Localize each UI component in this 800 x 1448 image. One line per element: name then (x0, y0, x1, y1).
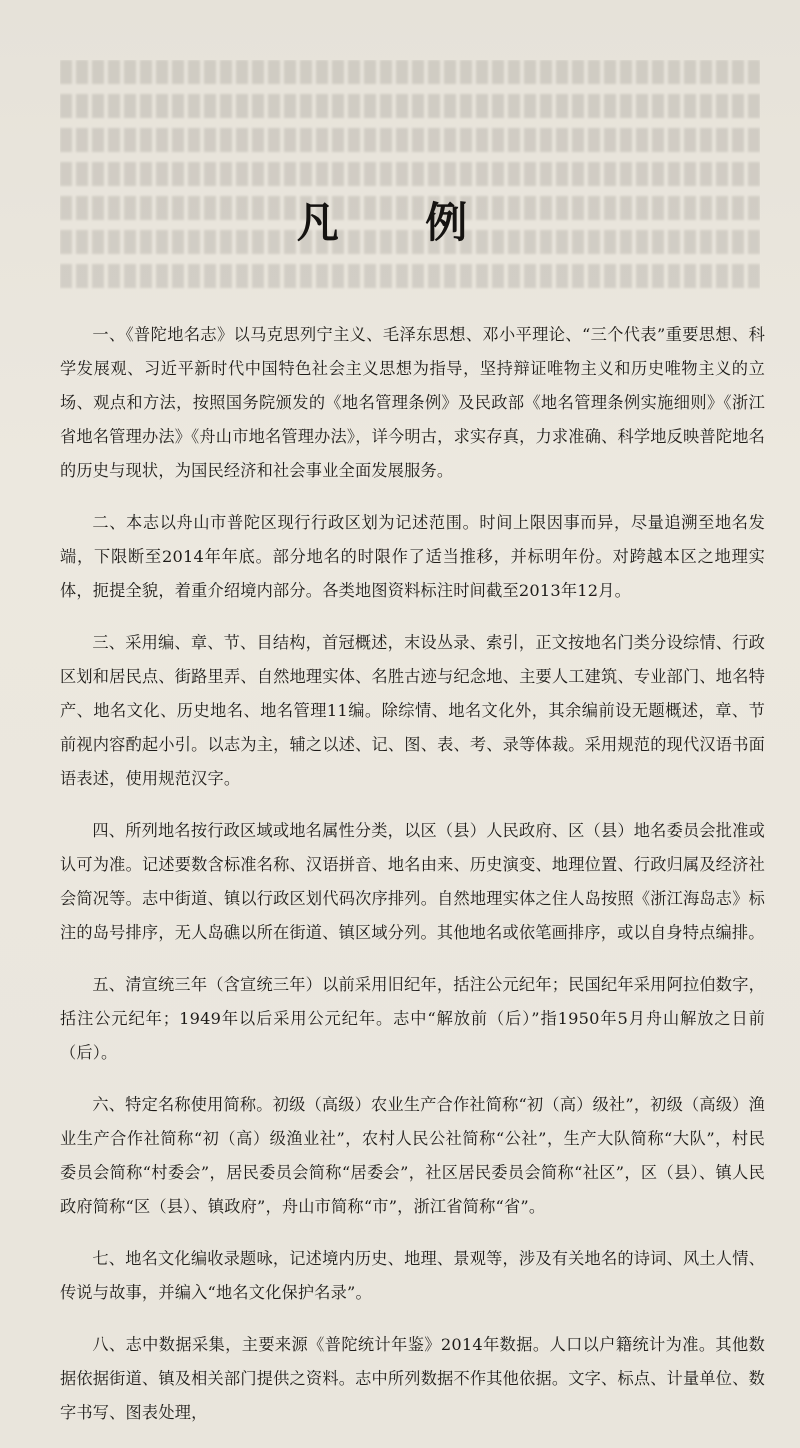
page-title: 凡 例 (296, 198, 504, 247)
body-text (60, 318, 765, 1448)
paragraph-5: 五、清宣统三年（含宣统三年）以前采用旧纪年，括注公元纪年；民国纪年采用阿拉伯数字，括注公元纪年；1949年以后采用公元纪年。志中“解放前（后）”指1950年5月舟山解放之日前（后）。 (60, 975, 765, 1062)
show-through-text (60, 60, 760, 300)
paragraph-6: 六、特定名称使用简称。初级（高级）农业生产合作社简称“初（高）级社”，初级（高级）渔业生产合作社简称“初（高）级渔业社”，农村人民公社简称“公社”，生产大队简称“大队”，村民委员会简称“村委会”，居民委员会简称“居委会”，社区居民委员会简称“社区”，区（县）、镇人民政府简称“区（县）、镇政府”，舟山市简称“市”，浙江省简称“省”。 (60, 1095, 765, 1216)
paragraph-4: 四、所列地名按行政区域或地名属性分类，以区（县）人民政府、区（县）地名委员会批准或认可为准。记述要数含标准名称、汉语拼音、地名由来、历史演变、地理位置、行政归属及经济社会简况等。志中街道、镇以行政区划代码次序排列。自然地理实体之住人岛按照《浙江海岛志》标注的岛号排序，无人岛礁以所在街道、镇区域分列。其他地名或依笔画排序，或以自身特点编排。 (60, 821, 765, 942)
paragraph-1: 一、《普陀地名志》以马克思列宁主义、毛泽东思想、邓小平理论、“三个代表”重要思想、科学发展观、习近平新时代中国特色社会主义思想为指导，坚持辩证唯物主义和历史唯物主义的立场、观点和方法，按照国务院颁发的《地名管理条例》及民政部《地名管理条例实施细则》《浙江省地名管理办法》《舟山市地名管理办法》，详今明古，求实存真，力求准确、科学地反映普陀地名的历史与现状，为国民经济和社会事业全面发展服务。 (60, 325, 765, 480)
paragraph-8: 八、志中数据采集，主要来源《普陀统计年鉴》2014年数据。人口以户籍统计为准。其他数据依据街道、镇及相关部门提供之资料。志中所列数据不作其他依据。文字、标点、计量单位、数字书写、图表处理， (60, 1335, 765, 1422)
paragraph-3: 三、采用编、章、节、目结构，首冠概述，末设丛录、索引，正文按地名门类分设综情、行政区划和居民点、街路里弄、自然地理实体、名胜古迹与纪念地、主要人工建筑、专业部门、地名特产、地名文化、历史地名、地名管理11编。除综情、地名文化外，其余编前设无题概述，章、节前视内容酌起小引。以志为主，辅之以述、记、图、表、考、录等体裁。采用规范的现代汉语书面语表述，使用规范汉字。 (60, 633, 765, 788)
paragraph-7: 七、地名文化编收录题咏，记述境内历史、地理、景观等，涉及有关地名的诗词、风土人情、传说与故事，并编入“地名文化保护名录”。 (60, 1249, 765, 1302)
paragraph-2: 二、本志以舟山市普陀区现行行政区划为记述范围。时间上限因事而异，尽量追溯至地名发端，下限断至2014年年底。部分地名的时限作了适当推移，并标明年份。对跨越本区之地理实体，扼提全貌，着重介绍境内部分。各类地图资料标注时间截至2013年12月。 (60, 513, 765, 600)
